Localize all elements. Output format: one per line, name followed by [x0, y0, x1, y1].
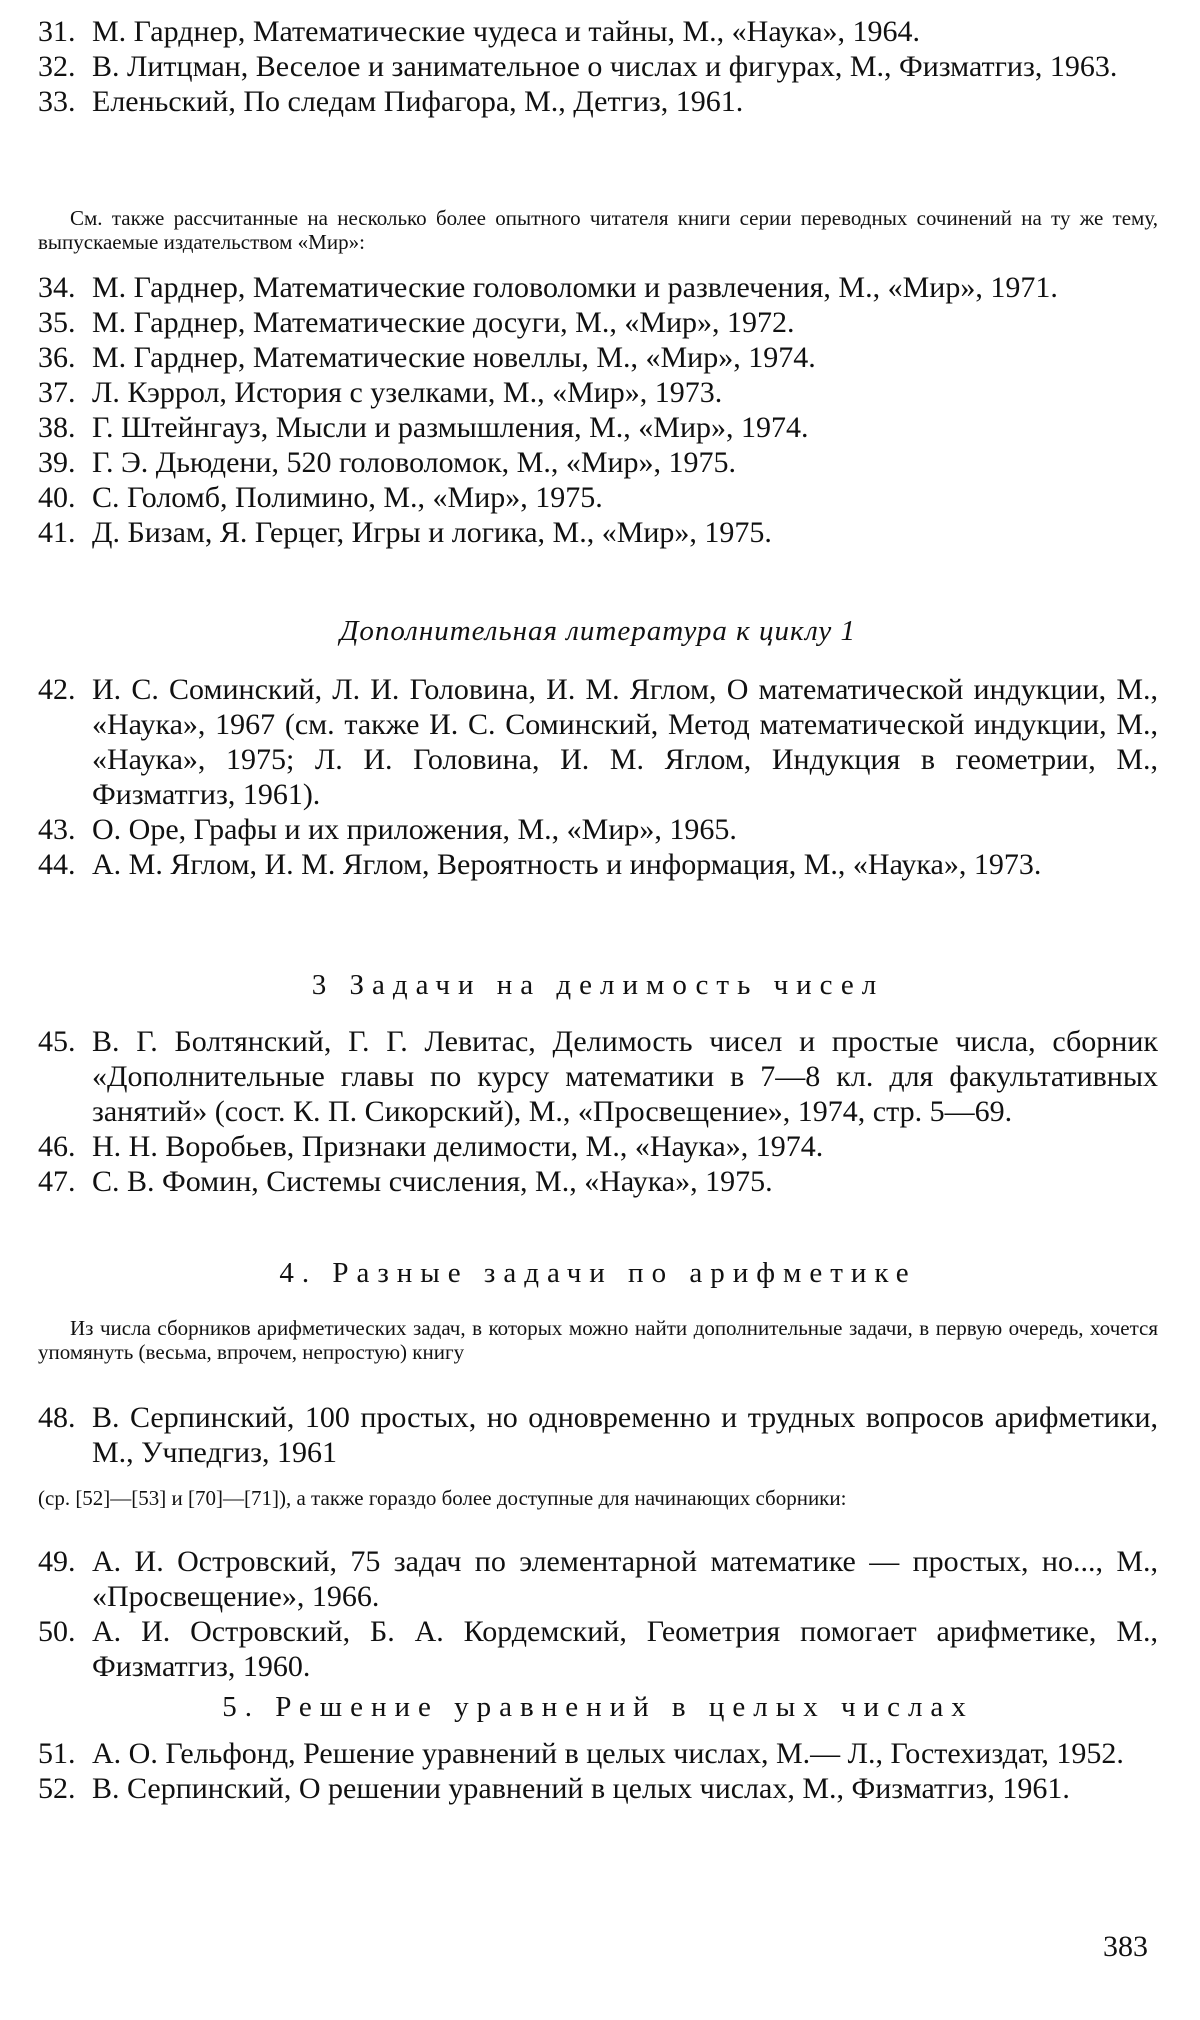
- bibliography-entry: [38, 84, 1158, 119]
- entry-number: 33.: [38, 85, 76, 118]
- entry-text: В. Серпинский, О решении уравнений в целых числах, М., Физматгиз, 1961.: [92, 1772, 1070, 1805]
- entry-number: 39.: [38, 446, 76, 479]
- entry-text: С. Голомб, Полимино, М., «Мир», 1975.: [92, 481, 603, 514]
- bibliography-group-d: [38, 1024, 1158, 1199]
- bibliography-entry: [38, 445, 1158, 480]
- entry-text: М. Гарднер, Математические досуги, М., «Мир», 1972.: [92, 306, 795, 339]
- entry-text: И. С. Соминский, Л. И. Головина, И. М. Яглом, О математической индукции, М., «Наука», 1967 (см. также И. С. Соминский, Метод математической индукции, М., «Наука», 1975; Л. И. Головина, И. М. Яглом, Индукция в геометрии, М., Физматгиз, 1961).: [92, 673, 1158, 811]
- entry-text: М. Гарднер, Математические головоломки и развлечения, М., «Мир», 1971.: [92, 271, 1058, 304]
- heading-arithmetic: 4. Разные задачи по арифметике: [279, 1257, 917, 1289]
- entry-text: В. Литцман, Веселое и занимательное о числах и фигурах, М., Физматгиз, 1963.: [92, 50, 1118, 83]
- entry-text: А. О. Гельфонд, Решение уравнений в целых числах, М.— Л., Гостехиздат, 1952.: [92, 1737, 1124, 1770]
- entry-number: 31.: [38, 15, 76, 48]
- bibliography-entry: [38, 305, 1158, 340]
- bibliography-entry: [38, 480, 1158, 515]
- entry-number: 51.: [38, 1737, 76, 1770]
- bibliography-entry: [38, 1024, 1158, 1129]
- bibliography-group-e: [38, 1400, 1158, 1470]
- bibliography-entry: [38, 410, 1158, 445]
- bibliography-entry: [38, 1544, 1158, 1614]
- note-arithmetic-collections: Из числа сборников арифметических задач, в которых можно найти дополнительные задачи, в первую очередь, хочется упомянуть (весьма, впрочем, непростую) книгу: [38, 1316, 1158, 1364]
- bibliography-entry: [38, 270, 1158, 305]
- note-mir-series: См. также рассчитанные на несколько более опытного читателя книги серии переводных сочинений на ту же тему, выпускаемые издательством «Мир»:: [38, 206, 1158, 254]
- bibliography-entry: [38, 1614, 1158, 1684]
- bibliography-entry: [38, 1164, 1158, 1199]
- entry-number: 32.: [38, 50, 76, 83]
- bibliography-entry: [38, 375, 1158, 410]
- bibliography-entry: [38, 1771, 1158, 1806]
- entry-text: С. В. Фомин, Системы счисления, М., «Наука», 1975.: [92, 1165, 773, 1198]
- bibliography-entry: [38, 1736, 1158, 1771]
- heading-diophantine: 5. Решение уравнений в целых числах: [222, 1691, 974, 1723]
- entry-text: Г. Штейнгауз, Мысли и размышления, М., «Мир», 1974.: [92, 411, 809, 444]
- bibliography-entry: [38, 49, 1158, 84]
- bibliography-group-f: [38, 1544, 1158, 1684]
- entry-text: Л. Кэррол, История с узелками, М., «Мир», 1973.: [92, 376, 723, 409]
- entry-text: А. И. Островский, 75 задач по элементарной математике — простых, но..., М., «Просвещение», 1966.: [92, 1545, 1158, 1613]
- heading-divisibility: 3 Задачи на делимость чисел: [311, 969, 885, 1001]
- bibliography-group-a: [38, 14, 1158, 119]
- entry-number: 48.: [38, 1401, 76, 1434]
- entry-text: Д. Бизам, Я. Герцег, Игры и логика, М., «Мир», 1975.: [92, 516, 772, 549]
- entry-text: Н. Н. Воробьев, Признаки делимости, М., «Наука», 1974.: [92, 1130, 824, 1163]
- entry-number: 42.: [38, 673, 76, 706]
- entry-number: 35.: [38, 306, 76, 339]
- entry-number: 34.: [38, 271, 76, 304]
- bibliography-entry: [38, 515, 1158, 550]
- bibliography-entry: [38, 14, 1158, 49]
- heading-additional-literature: Дополнительная литература к циклу 1: [339, 615, 857, 647]
- entry-text: В. Г. Болтянский, Г. Г. Левитас, Делимость чисел и простые числа, сборник «Дополнительные главы по курсу математики в 7—8 кл. для факультативных занятий» (сост. К. П. Сикорский), М., «Просвещение», 1974, стр. 5—69.: [92, 1025, 1158, 1128]
- entry-number: 41.: [38, 516, 76, 549]
- entry-number: 47.: [38, 1165, 76, 1198]
- entry-number: 50.: [38, 1615, 76, 1648]
- bibliography-group-c: [38, 672, 1158, 882]
- bibliography-group-g: [38, 1736, 1158, 1806]
- entry-number: 40.: [38, 481, 76, 514]
- entry-text: А. И. Островский, Б. А. Кордемский, Геометрия помогает арифметике, М., Физматгиз, 1960.: [92, 1615, 1158, 1683]
- bibliography-entry: [38, 1129, 1158, 1164]
- entry-number: 38.: [38, 411, 76, 444]
- page-number: 383: [1103, 1930, 1148, 1963]
- entry-number: 45.: [38, 1025, 76, 1058]
- bibliography-entry: [38, 812, 1158, 847]
- bibliography-group-b: [38, 270, 1158, 550]
- entry-text: Г. Э. Дьюдени, 520 головоломок, М., «Мир», 1975.: [92, 446, 737, 479]
- bibliography-entry: [38, 847, 1158, 882]
- entry-text: М. Гарднер, Математические чудеса и тайны, М., «Наука», 1964.: [92, 15, 921, 48]
- entry-number: 43.: [38, 813, 76, 846]
- bibliography-entry: [38, 1400, 1158, 1470]
- entry-text: О. Оре, Графы и их приложения, М., «Мир», 1965.: [92, 813, 737, 846]
- entry-number: 46.: [38, 1130, 76, 1163]
- entry-number: 49.: [38, 1545, 76, 1578]
- entry-number: 36.: [38, 341, 76, 374]
- entry-number: 44.: [38, 848, 76, 881]
- entry-text: Еленьский, По следам Пифагора, М., Детгиз, 1961.: [92, 85, 744, 118]
- bibliography-entry: [38, 672, 1158, 812]
- entry-text: М. Гарднер, Математические новеллы, М., «Мир», 1974.: [92, 341, 816, 374]
- entry-text: А. М. Яглом, И. М. Яглом, Вероятность и информация, М., «Наука», 1973.: [92, 848, 1042, 881]
- entry-number: 37.: [38, 376, 76, 409]
- bibliography-entry: [38, 340, 1158, 375]
- note-accessible-collections: (ср. [52]—[53] и [70]—[71]), а также гораздо более доступные для начинающих сборники:: [38, 1486, 847, 1510]
- entry-text: В. Серпинский, 100 простых, но одновременно и трудных вопросов арифметики, М., Учпедгиз, 1961: [92, 1401, 1158, 1469]
- entry-number: 52.: [38, 1772, 76, 1805]
